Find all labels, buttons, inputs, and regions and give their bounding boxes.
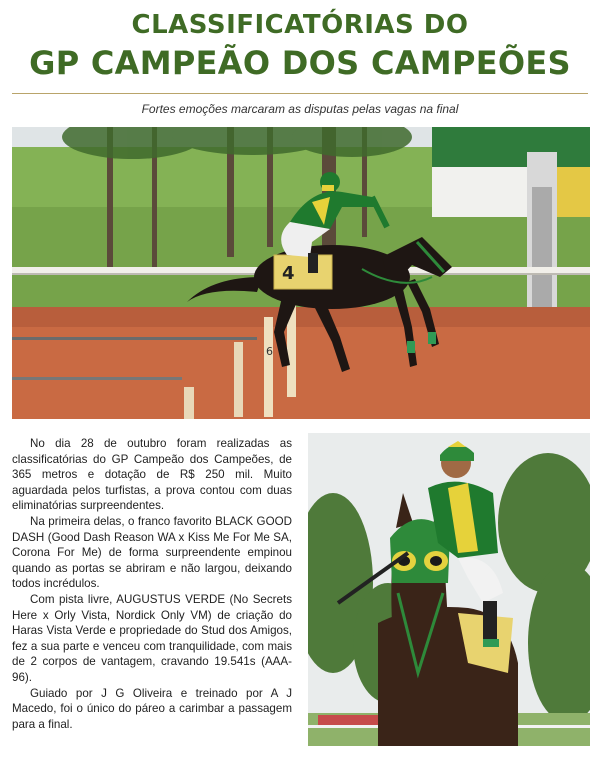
paragraph: Guiado por J G Oliveira e treinado por A J Macedo, foi o único do páreo a carimbar a passagem para a final.: [12, 686, 292, 731]
paragraph: Com pista livre, AUGUSTUS VERDE (No Secrets Here x Orly Vista, Nordick Only VM) de criação do Haras Vista Verde e propriedade do Stud dos Amigos, fez a sua parte e venceu com tranquilidade, com mais de 2 corpos de vantagem, cravando 19.541s (AAA-96).: [12, 592, 292, 684]
headline-line-1: CLASSIFICATÓRIAS DO: [131, 10, 469, 40]
winner-photo: [308, 433, 590, 746]
saddle-number: 4: [282, 263, 295, 284]
post-number: 6: [266, 345, 273, 358]
article-body: [12, 436, 292, 732]
paragraph: No dia 28 de outubro foram realizadas as classificatórias do GP Campeão dos Campeões, de 365 metros e dotação de R$ 250 mil. Muito aguardada pelos turfistas, a prova contou com duas eliminatórias surpreendentes.: [12, 437, 292, 513]
paragraph: Na primeira delas, o franco favorito BLACK GOOD DASH (Good Dash Reason WA x Kiss Me For Me SA, Corona For Me) de forma surpreendente empinou quando as portas se abriram e não largou, deixando todos incrédulos.: [12, 514, 292, 591]
title-divider: [12, 93, 588, 94]
race-photo: [12, 127, 590, 419]
article-subtitle: Fortes emoções marcaram as disputas pelas vagas na final: [141, 102, 459, 116]
headline-line-2: GP CAMPEÃO DOS CAMPEÕES: [29, 44, 571, 82]
